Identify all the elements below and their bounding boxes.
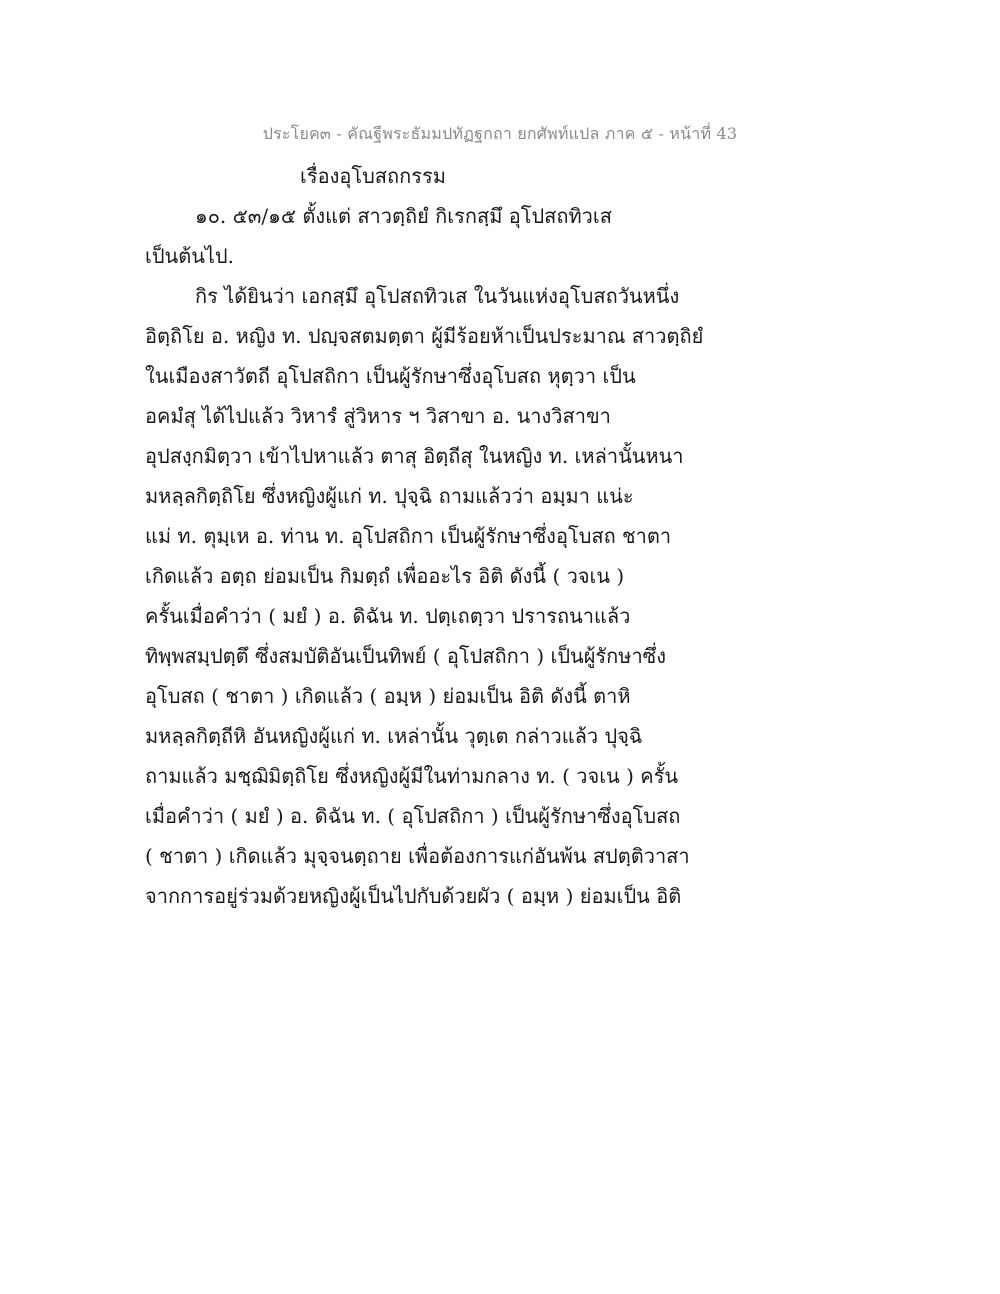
text-line: ทิพฺพสมฺปตฺตึ ซึ่งสมบัติอันเป็นทิพย์ ( อุโปสถิกา ) เป็นผู้รักษาซึ่ง <box>145 644 667 668</box>
text-line: แม่ ท. ตุมฺเห อ. ท่าน ท. อุโปสถิกา เป็นผู้รักษาซึ่งอุโบสถ ชาตา <box>145 524 672 548</box>
text-line: อุปสงฺกมิตฺวา เข้าไปหาแล้ว ตาสุ อิตฺถีสุ ในหญิง ท. เหล่านั้นหนา <box>145 444 684 468</box>
text-line: ครั้นเมื่อคำว่า ( มยํ ) อ. ดิฉัน ท. ปตฺเถตฺวา ปรารถนาแล้ว <box>145 604 631 628</box>
running-header: ประโยค๓ - คัณฐีพระธัมมปทัฏฐกถา ยกศัพท์แปล ภาค ๕ - หน้าที่ 43 <box>262 124 738 143</box>
text-line: มหลฺลกิตฺถิโย ซึ่งหญิงผู้แก่ ท. ปุจฺฉิ ถามแล้วว่า อมฺมา แน่ะ <box>145 484 634 508</box>
text-line: จากการอยู่ร่วมด้วยหญิงผู้เป็นไปกับด้วยผัว ( อมฺห ) ย่อมเป็น อิติ <box>145 884 682 908</box>
text-line: อุโบสถ ( ชาตา ) เกิดแล้ว ( อมฺห ) ย่อมเป็น อิติ ดังนี้ ตาหิ <box>145 684 631 708</box>
text-line: มหลฺลกิตฺถีหิ อันหญิงผู้แก่ ท. เหล่านั้น วุตฺเต กล่าวแล้ว ปุจฺฉิ <box>145 724 643 748</box>
text-line: ในเมืองสาวัตถี อุโปสถิกา เป็นผู้รักษาซึ่งอุโบสถ หุตฺวา เป็น <box>145 364 636 388</box>
text-line: อิตฺถิโย อ. หญิง ท. ปญฺจสตมตฺตา ผู้มีร้อยห้าเป็นประมาณ สาวตฺถิยํ <box>145 324 704 348</box>
text-line: กิร ได้ยินว่า เอกสฺมึ อุโปสถทิวเส ในวันแห่งอุโบสถวันหนึ่ง <box>195 284 680 308</box>
text-line: ถามแล้ว มชฺฌิมิตฺถิโย ซึ่งหญิงผู้มีในท่ามกลาง ท. ( วจเน ) ครั้น <box>145 764 679 788</box>
text-line: เป็นต้นไป. <box>145 244 234 268</box>
text-line: ( ชาตา ) เกิดแล้ว มุจฺจนตฺถาย เพื่อต้องการแก่อันพ้น สปตฺติวาสา <box>145 844 690 868</box>
text-line: อคมํสุ ได้ไปแล้ว วิหารํ สู่วิหาร ฯ วิสาขา อ. นางวิสาขา <box>145 404 611 428</box>
text-line: ๑๐. ๕๓/๑๕ ตั้งแต่ สาวตฺถิยํ กิเรกสฺมึ อุโปสถทิวเส <box>195 204 612 228</box>
story-title: เรื่องอุโบสถกรรม <box>300 164 446 188</box>
text-line: เมื่อคำว่า ( มยํ ) อ. ดิฉัน ท. ( อุโปสถิกา ) เป็นผู้รักษาซึ่งอุโบสถ <box>145 804 681 828</box>
body-text <box>145 196 705 916</box>
text-line: เกิดแล้ว อตฺถ ย่อมเป็น กิมตฺถํ เพื่ออะไร อิติ ดังนี้ ( วจเน ) <box>145 564 625 588</box>
